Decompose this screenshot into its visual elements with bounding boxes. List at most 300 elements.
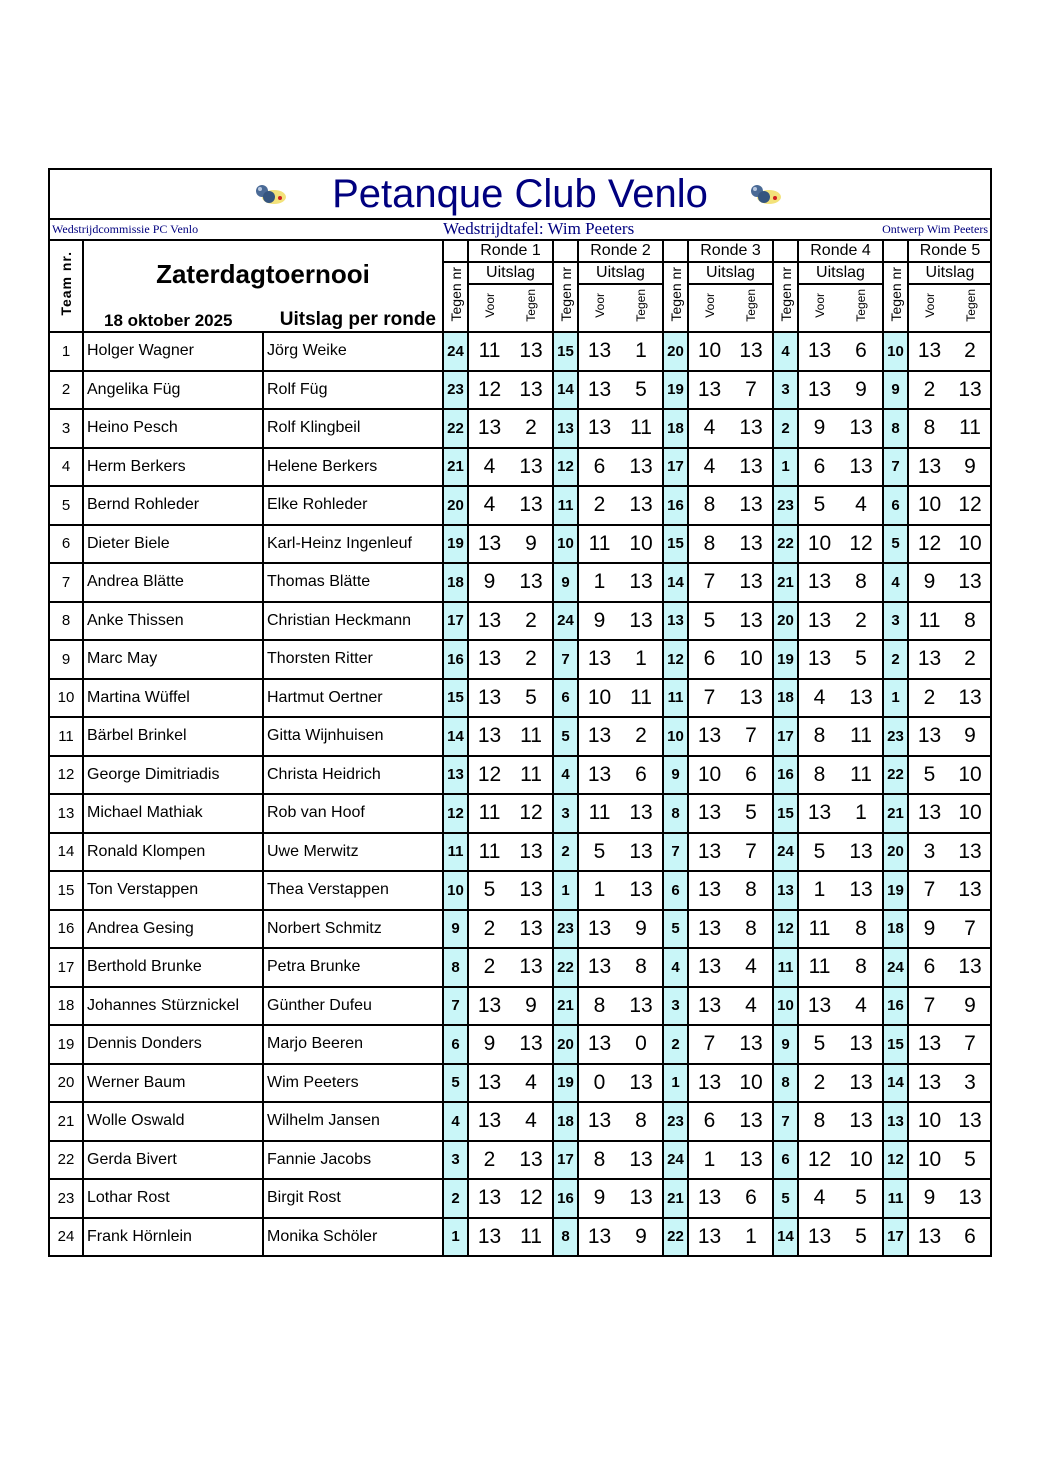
player-2: Günther Dufeu (263, 987, 443, 1026)
score-against: 4 (510, 1102, 553, 1141)
blank-header (553, 241, 578, 262)
score-against: 4 (730, 948, 773, 987)
score-for: 11 (468, 833, 510, 872)
score-for: 11 (578, 794, 620, 833)
score-for: 4 (688, 448, 730, 487)
for-header: Voor (908, 284, 950, 332)
score-for: 1 (798, 871, 840, 910)
opponent-nr: 17 (443, 602, 468, 641)
score-for: 13 (908, 332, 950, 371)
score-against: 13 (620, 871, 663, 910)
opponent-nr: 20 (883, 833, 908, 872)
score-against: 13 (510, 486, 553, 525)
score-for: 11 (468, 794, 510, 833)
score-for: 6 (798, 448, 840, 487)
opponent-nr: 24 (773, 833, 798, 872)
opponent-nr: 17 (553, 1141, 578, 1180)
score-against: 9 (950, 717, 991, 756)
opponent-nr: 14 (553, 371, 578, 410)
tournament-header (83, 241, 443, 332)
team-number: 23 (50, 1179, 83, 1218)
score-against: 1 (620, 332, 663, 371)
opponent-nr: 4 (773, 332, 798, 371)
score-for: 13 (798, 371, 840, 410)
score-for: 13 (468, 409, 510, 448)
opponent-nr: 3 (553, 794, 578, 833)
score-against: 10 (620, 525, 663, 564)
score-for: 9 (908, 910, 950, 949)
opponent-nr: 22 (663, 1218, 688, 1256)
score-against: 6 (620, 756, 663, 795)
opponent-nr: 1 (883, 679, 908, 718)
score-for: 11 (798, 910, 840, 949)
opponent-nr: 9 (773, 1025, 798, 1064)
score-against: 1 (730, 1218, 773, 1256)
player-1: Gerda Bivert (83, 1141, 263, 1180)
opponent-nr: 19 (773, 640, 798, 679)
results-table (50, 241, 992, 1255)
player-2: Jörg Weike (263, 332, 443, 371)
score-against: 13 (840, 1064, 883, 1103)
score-for: 2 (578, 486, 620, 525)
team-row (50, 525, 991, 564)
player-1: Werner Baum (83, 1064, 263, 1103)
score-against: 13 (730, 602, 773, 641)
score-against: 2 (950, 332, 991, 371)
player-1: Johannes Stürznickel (83, 987, 263, 1026)
opponent-nr: 1 (553, 871, 578, 910)
score-against: 6 (730, 1179, 773, 1218)
round-header: Ronde 4 (798, 241, 883, 262)
score-against: 13 (510, 448, 553, 487)
round-header: Ronde 1 (468, 241, 553, 262)
opponent-nr: 23 (663, 1102, 688, 1141)
score-for: 13 (908, 1064, 950, 1103)
score-for: 13 (688, 371, 730, 410)
score-for: 13 (578, 1025, 620, 1064)
opponent-nr: 10 (663, 717, 688, 756)
score-against: 2 (950, 640, 991, 679)
round-header: Ronde 5 (908, 241, 991, 262)
player-2: Thomas Blätte (263, 563, 443, 602)
score-for: 13 (468, 602, 510, 641)
score-against: 13 (730, 409, 773, 448)
score-against: 13 (730, 1025, 773, 1064)
opponent-nr: 6 (773, 1141, 798, 1180)
score-for: 13 (908, 794, 950, 833)
team-row (50, 987, 991, 1026)
player-2: Thorsten Ritter (263, 640, 443, 679)
score-against: 9 (950, 987, 991, 1026)
round-header: Ronde 3 (688, 241, 773, 262)
team-number: 20 (50, 1064, 83, 1103)
opponent-nr: 3 (773, 371, 798, 410)
opponent-nr: 4 (553, 756, 578, 795)
score-against: 8 (620, 948, 663, 987)
team-number: 12 (50, 756, 83, 795)
score-for: 12 (908, 525, 950, 564)
score-for: 13 (798, 332, 840, 371)
opponent-nr: 12 (663, 640, 688, 679)
opponent-nr: 1 (773, 448, 798, 487)
opponent-nr: 1 (443, 1218, 468, 1256)
score-against: 13 (950, 1179, 991, 1218)
team-number: 24 (50, 1218, 83, 1256)
team-row (50, 486, 991, 525)
score-for: 13 (688, 1179, 730, 1218)
score-against: 8 (840, 910, 883, 949)
score-against: 5 (840, 640, 883, 679)
opponent-nr: 8 (663, 794, 688, 833)
score-against: 5 (840, 1179, 883, 1218)
opponent-nr: 15 (883, 1025, 908, 1064)
player-2: Wilhelm Jansen (263, 1102, 443, 1141)
team-number: 14 (50, 833, 83, 872)
score-for: 11 (578, 525, 620, 564)
score-against: 13 (840, 679, 883, 718)
player-1: Andrea Gesing (83, 910, 263, 949)
team-number: 10 (50, 679, 83, 718)
score-for: 13 (798, 1218, 840, 1256)
opponent-nr: 14 (883, 1064, 908, 1103)
opponent-nr: 17 (663, 448, 688, 487)
team-row (50, 409, 991, 448)
team-row (50, 794, 991, 833)
opponent-nr: 16 (553, 1179, 578, 1218)
score-against: 11 (620, 409, 663, 448)
score-against: 9 (510, 987, 553, 1026)
opponent-nr: 8 (773, 1064, 798, 1103)
opponent-nr: 19 (553, 1064, 578, 1103)
against-header: Tegen (950, 284, 991, 332)
result-header: Uitslag (688, 262, 773, 284)
score-for: 13 (908, 1025, 950, 1064)
score-for: 13 (468, 987, 510, 1026)
player-1: Anke Thissen (83, 602, 263, 641)
score-for: 8 (688, 525, 730, 564)
score-against: 13 (840, 448, 883, 487)
score-for: 12 (798, 1141, 840, 1180)
player-2: Monika Schöler (263, 1218, 443, 1256)
score-against: 13 (620, 1141, 663, 1180)
opponent-nr: 5 (663, 910, 688, 949)
against-header: Tegen (840, 284, 883, 332)
score-for: 11 (468, 332, 510, 371)
score-for: 13 (468, 679, 510, 718)
score-against: 13 (730, 486, 773, 525)
score-for: 1 (688, 1141, 730, 1180)
score-against: 6 (840, 332, 883, 371)
player-1: Michael Mathiak (83, 794, 263, 833)
score-for: 8 (688, 486, 730, 525)
player-1: George Dimitriadis (83, 756, 263, 795)
score-against: 11 (510, 717, 553, 756)
score-against: 10 (840, 1141, 883, 1180)
score-against: 12 (510, 794, 553, 833)
score-against: 2 (510, 640, 553, 679)
score-for: 12 (468, 371, 510, 410)
score-for: 12 (468, 756, 510, 795)
score-against: 13 (620, 486, 663, 525)
opponent-nr: 2 (773, 409, 798, 448)
opponent-nr: 24 (553, 602, 578, 641)
blank-header (663, 241, 688, 262)
score-against: 8 (840, 563, 883, 602)
opponent-nr: 9 (553, 563, 578, 602)
team-row (50, 332, 991, 371)
player-1: Holger Wagner (83, 332, 263, 371)
opponent-nr: 9 (883, 371, 908, 410)
opponent-nr: 5 (553, 717, 578, 756)
against-header: Tegen (730, 284, 773, 332)
team-number: 2 (50, 371, 83, 410)
score-against: 4 (730, 987, 773, 1026)
opponent-nr: 23 (773, 486, 798, 525)
score-against: 13 (730, 525, 773, 564)
score-against: 13 (620, 1064, 663, 1103)
opponent-nr: 9 (443, 910, 468, 949)
score-for: 13 (468, 1218, 510, 1256)
score-for: 13 (688, 717, 730, 756)
score-for: 13 (468, 640, 510, 679)
opponent-nr: 11 (773, 948, 798, 987)
opponent-nr: 18 (663, 409, 688, 448)
score-against: 11 (510, 756, 553, 795)
player-2: Norbert Schmitz (263, 910, 443, 949)
tournament-date: 18 oktober 2025 (104, 311, 233, 330)
opponent-nr: 10 (443, 871, 468, 910)
team-number: 22 (50, 1141, 83, 1180)
opponent-nr: 5 (883, 525, 908, 564)
team-row (50, 679, 991, 718)
team-number: 8 (50, 602, 83, 641)
score-for: 5 (798, 833, 840, 872)
for-header: Voor (468, 284, 510, 332)
score-against: 12 (510, 1179, 553, 1218)
score-for: 8 (908, 409, 950, 448)
score-for: 13 (798, 602, 840, 641)
result-header: Uitslag (798, 262, 883, 284)
score-for: 9 (908, 563, 950, 602)
score-against: 4 (840, 486, 883, 525)
opponent-nr-header: Tegen nr (553, 262, 578, 332)
score-against: 13 (730, 563, 773, 602)
team-row (50, 1102, 991, 1141)
team-number: 3 (50, 409, 83, 448)
score-against: 13 (510, 332, 553, 371)
opponent-nr: 10 (773, 987, 798, 1026)
score-for: 13 (908, 717, 950, 756)
player-1: Herm Berkers (83, 448, 263, 487)
score-against: 8 (730, 871, 773, 910)
opponent-nr: 13 (883, 1102, 908, 1141)
score-for: 9 (578, 1179, 620, 1218)
score-for: 5 (468, 871, 510, 910)
team-row (50, 640, 991, 679)
score-against: 13 (950, 679, 991, 718)
opponent-nr: 24 (443, 332, 468, 371)
score-against: 13 (950, 1102, 991, 1141)
score-for: 6 (578, 448, 620, 487)
opponent-nr: 14 (443, 717, 468, 756)
opponent-nr: 20 (443, 486, 468, 525)
opponent-nr: 7 (553, 640, 578, 679)
committee-label: Wedstrijdcommissie PC Venlo (52, 222, 199, 236)
player-1: Dennis Donders (83, 1025, 263, 1064)
score-for: 2 (908, 371, 950, 410)
score-for: 11 (908, 602, 950, 641)
opponent-nr: 13 (773, 871, 798, 910)
score-against: 13 (510, 948, 553, 987)
team-number: 9 (50, 640, 83, 679)
score-for: 9 (578, 602, 620, 641)
blank-header (773, 241, 798, 262)
player-1: Ronald Klompen (83, 833, 263, 872)
score-against: 13 (510, 833, 553, 872)
score-against: 13 (620, 987, 663, 1026)
opponent-nr: 11 (553, 486, 578, 525)
opponent-nr: 16 (443, 640, 468, 679)
score-against: 13 (730, 1102, 773, 1141)
team-number: 7 (50, 563, 83, 602)
score-for: 13 (468, 1064, 510, 1103)
score-against: 11 (840, 717, 883, 756)
score-against: 10 (730, 1064, 773, 1103)
opponent-nr: 12 (883, 1141, 908, 1180)
score-against: 9 (620, 1218, 663, 1256)
opponent-nr: 16 (883, 987, 908, 1026)
score-for: 5 (798, 1025, 840, 1064)
opponent-nr: 12 (443, 794, 468, 833)
score-against: 1 (840, 794, 883, 833)
score-for: 2 (468, 1141, 510, 1180)
score-for: 13 (468, 525, 510, 564)
opponent-nr: 2 (883, 640, 908, 679)
opponent-nr: 20 (773, 602, 798, 641)
opponent-nr: 17 (773, 717, 798, 756)
score-against: 8 (620, 1102, 663, 1141)
opponent-nr: 2 (553, 833, 578, 872)
team-row (50, 1025, 991, 1064)
score-for: 13 (468, 1179, 510, 1218)
team-number: 5 (50, 486, 83, 525)
player-1: Bärbel Brinkel (83, 717, 263, 756)
score-for: 10 (688, 332, 730, 371)
player-1: Berthold Brunke (83, 948, 263, 987)
against-header: Tegen (510, 284, 553, 332)
team-row (50, 371, 991, 410)
opponent-nr: 3 (443, 1141, 468, 1180)
player-1: Marc May (83, 640, 263, 679)
score-for: 7 (688, 1025, 730, 1064)
score-against: 13 (730, 679, 773, 718)
opponent-nr: 10 (553, 525, 578, 564)
score-for: 8 (798, 756, 840, 795)
score-against: 13 (620, 563, 663, 602)
opponent-nr: 18 (443, 563, 468, 602)
score-against: 7 (730, 833, 773, 872)
opponent-nr-header: Tegen nr (883, 262, 908, 332)
team-row (50, 448, 991, 487)
club-title: Petanque Club Venlo (332, 172, 708, 216)
score-for: 8 (798, 1102, 840, 1141)
blank-header (443, 241, 468, 262)
score-against: 7 (730, 371, 773, 410)
score-for: 13 (798, 640, 840, 679)
team-row (50, 1218, 991, 1256)
opponent-nr: 7 (663, 833, 688, 872)
score-for: 9 (468, 563, 510, 602)
opponent-nr: 4 (443, 1102, 468, 1141)
score-for: 10 (908, 1102, 950, 1141)
score-against: 2 (840, 602, 883, 641)
score-against: 13 (950, 948, 991, 987)
team-row (50, 1064, 991, 1103)
opponent-nr: 14 (663, 563, 688, 602)
opponent-nr: 22 (773, 525, 798, 564)
opponent-nr: 8 (883, 409, 908, 448)
team-number: 15 (50, 871, 83, 910)
score-for: 0 (578, 1064, 620, 1103)
score-for: 13 (688, 1064, 730, 1103)
score-for: 13 (908, 640, 950, 679)
result-header: Uitslag (468, 262, 553, 284)
player-2: Marjo Beeren (263, 1025, 443, 1064)
player-2: Fannie Jacobs (263, 1141, 443, 1180)
opponent-nr: 21 (883, 794, 908, 833)
opponent-nr: 12 (773, 910, 798, 949)
score-for: 11 (798, 948, 840, 987)
team-row (50, 602, 991, 641)
opponent-nr: 7 (883, 448, 908, 487)
team-number: 18 (50, 987, 83, 1026)
score-for: 13 (578, 640, 620, 679)
score-for: 13 (688, 833, 730, 872)
opponent-nr: 23 (443, 371, 468, 410)
score-for: 4 (468, 486, 510, 525)
score-against: 1 (620, 640, 663, 679)
score-against: 2 (510, 602, 553, 641)
team-number: 1 (50, 332, 83, 371)
player-2: Rolf Füg (263, 371, 443, 410)
opponent-nr: 2 (663, 1025, 688, 1064)
against-header: Tegen (620, 284, 663, 332)
player-2: Helene Berkers (263, 448, 443, 487)
team-number: 11 (50, 717, 83, 756)
score-against: 8 (730, 910, 773, 949)
opponent-nr: 19 (883, 871, 908, 910)
player-2: Rob van Hoof (263, 794, 443, 833)
score-against: 13 (620, 833, 663, 872)
score-for: 13 (798, 794, 840, 833)
score-against: 11 (840, 756, 883, 795)
score-for: 8 (578, 1141, 620, 1180)
score-against: 13 (950, 563, 991, 602)
opponent-nr: 8 (553, 1218, 578, 1256)
opponent-nr: 5 (773, 1179, 798, 1218)
credits-bar (50, 220, 990, 241)
petanque-balls-icon (745, 182, 783, 206)
score-for: 4 (798, 1179, 840, 1218)
score-for: 8 (578, 987, 620, 1026)
blank-header (883, 241, 908, 262)
results-sheet (48, 168, 992, 1257)
score-for: 10 (798, 525, 840, 564)
score-against: 13 (840, 833, 883, 872)
score-against: 5 (620, 371, 663, 410)
player-1: Bernd Rohleder (83, 486, 263, 525)
score-for: 1 (578, 563, 620, 602)
